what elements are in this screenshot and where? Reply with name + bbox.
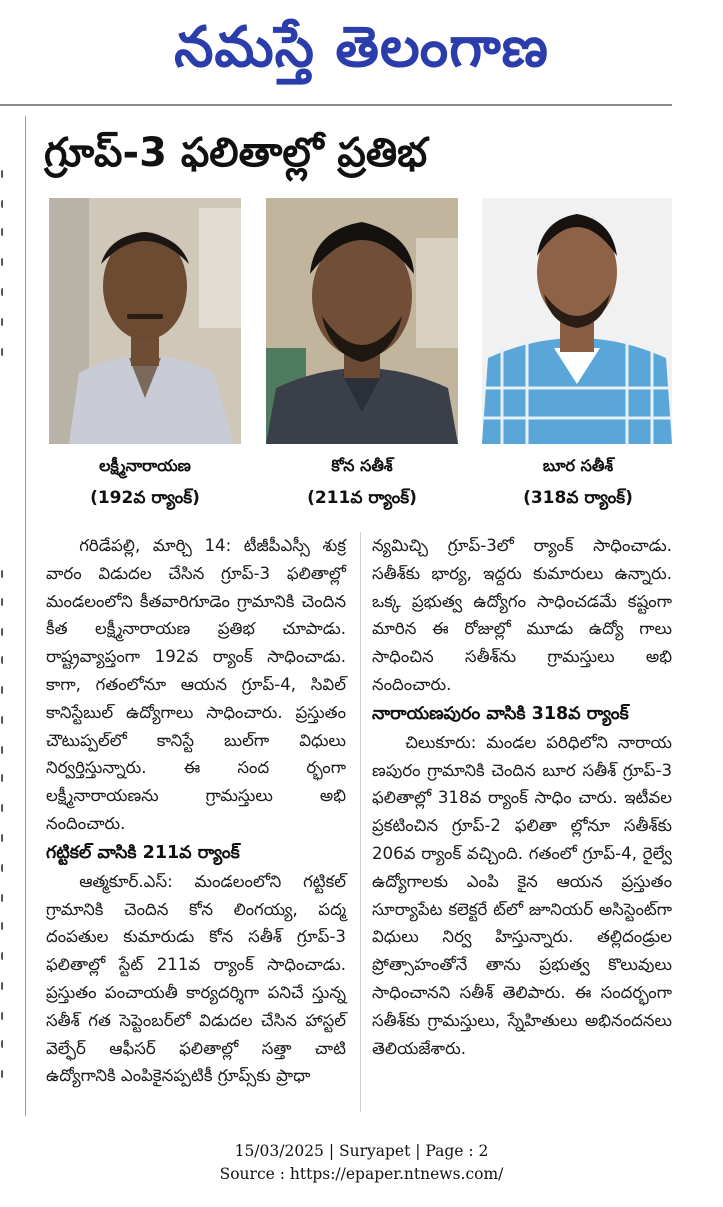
masthead-rule xyxy=(0,104,672,106)
source-link[interactable]: Source : https://epaper.ntnews.com/ xyxy=(219,1165,504,1183)
photo-caption-2 xyxy=(262,450,462,514)
caption-name: బూర సతీశ్‌ xyxy=(542,456,614,475)
photo-kona-satish xyxy=(266,198,458,444)
article-paragraph: న్యమిచ్చి గ్రూప్‌-3లో ర్యాంక్‌ సాధించాడు. సతీశ్‌కు భార్య, ఇద్దరు కుమారులు ఉన్నారు. ఒక్క ప్రభుత్వ ఉద్యోగం సాధించడమే కష్టంగా మారిన ఈ రోజుల్లో మూడు ఉద్యో గాలు సాధించిన సతీశ్‌ను గ్రామస్తులు అభి నందించారు. xyxy=(372,536,672,694)
photo-bura-satish xyxy=(482,198,672,444)
article-subheading: గట్టికల్‌ వాసికి 211వ ర్యాంక్‌ xyxy=(46,842,240,863)
photo-caption-1 xyxy=(45,450,245,514)
article-column-left xyxy=(46,532,346,1090)
photo-lakshminarayana xyxy=(49,198,241,444)
article-paragraph: ఆత్మకూర్‌.ఎస్‌: మండలంలోని గట్టికల్‌ గ్రామానికి చెందిన కోన లింగయ్య, పద్మ దంపతుల కుమారుడు కోన సతీశ్‌ గ్రూప్‌-3 ఫలితాల్లో స్టేట్‌ 211వ ర్యాంక్‌ సాధించాడు. ప్రస్తుతం పంచాయతీ కార్యదర్శిగా పనిచే స్తున్న సతీశ్‌ గత సెప్టెంబర్‌లో విడుదల చేసిన హాస్టల్‌ వెల్ఫేర్‌ ఆఫీసర్‌ ఫలితాల్లో సత్తా చాటి ఉద్యోగానికి ఎంపికైనప్పటికీ గ్రూప్స్‌కు ప్రాధా xyxy=(46,871,346,1086)
article-subheading: నారాయణపురం వాసికి 318వ ర్యాంక్‌ xyxy=(372,703,629,724)
masthead xyxy=(0,0,723,100)
caption-rank: (192వ ర్యాంక్‌) xyxy=(90,488,200,508)
newspaper-logo: నమస్తే తెలంగాణ xyxy=(174,15,549,80)
article-paragraph: గరిడేపల్లి, మార్చి 14: టీజీపీఎస్సీ శుక్ర వారం విడుదల చేసిన గ్రూప్‌-3 ఫలితాల్లో మండలంలోని కీతవారిగూడెం గ్రామానికి చెందిన కీత లక్ష్మీనారాయణ ప్రతిభ చూపాడు. రాష్ట్రవ్యాప్తంగా 192వ ర్యాంక్‌ సాధించాడు. కాగా, గతంలోనూ ఆయన గ్రూప్‌-4, సివిల్‌ కానిస్టేబుల్‌ ఉద్యోగాలు సాధించారు. ప్రస్తుతం చౌటుప్పల్‌లో కానిస్టే బుల్‌గా విధులు నిర్వర్తిస్తున్నారు. ఈ సంద ర్భంగా లక్ష్మీనారాయణను గ్రామస్తులు అభి నందించారు. xyxy=(46,536,346,833)
caption-name: కోన సతీశ్‌ xyxy=(331,456,393,475)
caption-name: లక్ష్మీనారాయణ xyxy=(99,456,191,475)
column-divider xyxy=(360,532,361,1112)
edition-info: 15/03/2025 | Suryapet | Page : 2 xyxy=(234,1142,489,1160)
caption-rank: (211వ ర్యాంక్‌) xyxy=(307,488,417,508)
caption-rank: (318వ ర్యాంక్‌) xyxy=(523,488,633,508)
article-headline: గ్రూప్‌-3 ఫలితాల్లో ప్రతిభ xyxy=(44,130,428,176)
page-footer xyxy=(0,1140,723,1186)
photo-caption-3 xyxy=(478,450,678,514)
article-paragraph: చిలుకూరు: మండల పరిధిలోని నారాయ ణపురం గ్రామానికి చెందిన బూర సతీశ్‌ గ్రూప్‌-3 ఫలితాల్లో 318వ ర్యాంక్‌ సాధిం చారు. ఇటీవల ప్రకటించిన గ్రూప్‌-2 ఫలితా ల్లోనూ సతీశ్‌కు 206వ ర్యాంక్‌ వచ్చింది. గతంలో గ్రూప్‌-4, రైల్వే ఉద్యోగాలకు ఎంపి కైన ఆయన ప్రస్తుతం సూర్యాపేట కలెక్టరే ట్‌లో జూనియర్‌ అసిస్టెంట్‌గా విధులు నిర్వ హిస్తున్నారు. తల్లిదండ్రుల ప్రోత్సాహంతోనే తాను ప్రభుత్వ కొలువులు సాధించానని సతీశ్‌ తెలిపారు. ఈ సందర్భంగా సతీశ్‌కు గ్రామస్తులు, స్నేహితులు అభినందనలు తెలియజేశారు. xyxy=(372,732,672,1058)
column-rule-left xyxy=(25,116,26,1116)
article-column-right xyxy=(372,532,672,1062)
